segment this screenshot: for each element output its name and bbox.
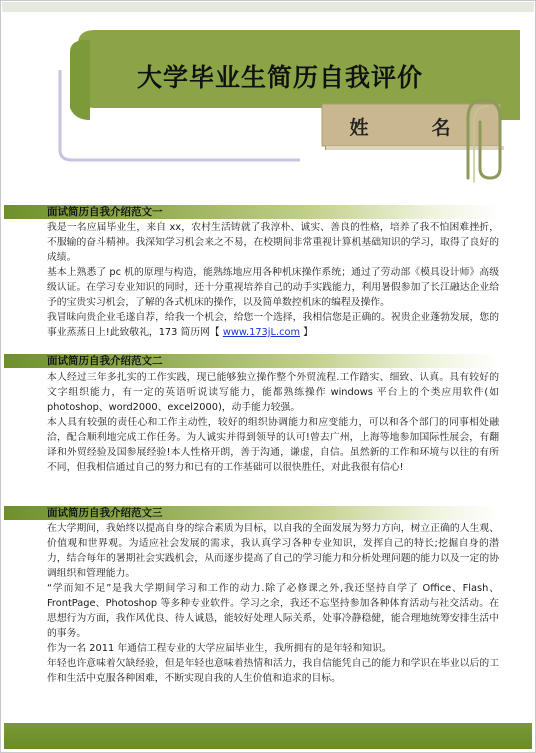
section-heading: 面试简历自我介绍范文三 bbox=[47, 507, 163, 519]
page-title: 大学毕业生简历自我评价 bbox=[136, 63, 423, 92]
section-heading: 面试简历自我介绍范文二 bbox=[47, 355, 163, 367]
bracket-close: 】 bbox=[303, 327, 313, 338]
section-heading: 面试简历自我介绍范文一 bbox=[47, 206, 163, 218]
website-link[interactable]: www.173jL.com bbox=[222, 327, 300, 338]
paragraph: “学而知不足”是我大学期间学习和工作的动力.除了必修课之外,我还坚持自学了 Office、Flash、FrontPage、Photoshop 等多种专业软件。学习之余，我还不忘坚持参加各种体育活动与社交活动。在思想行为方面，我作风优良、待人诚恳，能较好处理人际关系，处事冷静稳健，能合理地统筹安排生活中的事务。 bbox=[47, 583, 499, 639]
paragraph: 年轻也许意味着欠缺经验，但是年轻也意味着热情和活力，我自信能凭自己的能力和学识在毕业以后的工作和生活中克服各种困难，不断实现自我的人生价值和追求的目标。 bbox=[47, 658, 499, 684]
paragraph: 基本上熟悉了 pc 机的原理与构造，能熟练地应用各种机床操作系统；通过了劳动部《模具设计师》高级级认证。在学习专业知识的同时，还十分重视培养自己的动手实践能力，利用暑假参加了长江融达企业给予的宝贵实习机会，了解的各式机床的操作，以及简单数控机床的编程及操作。 bbox=[47, 267, 499, 308]
section-body bbox=[47, 370, 499, 475]
paragraph-with-link bbox=[47, 310, 499, 340]
name-label: 姓 名 bbox=[349, 117, 473, 139]
paragraph-text: 我冒昧向贵企业毛遂自荐，给我一个机会，给您一个选择，我相信您是正确的。祝贵企业蓬勃发展，您的事业蒸蒸日上!此致敬礼，173 简历网【 bbox=[47, 312, 499, 338]
section-body bbox=[47, 220, 499, 340]
paragraph: 在大学期间，我始终以提高自身的综合素质为目标，以自我的全面发展为努力方向，树立正确的人生观、价值观和世界观。为适应社会发展的需求，我认真学习各种专业知识，发挥自己的特长;挖掘自身的潜力，结合每年的暑期社会实践机会，从而逐步提高了自己的学习能力和分析处理问题的能力以及一定的协调组织和管理能力。 bbox=[47, 523, 499, 579]
section-body bbox=[47, 521, 499, 686]
paragraph: 本人具有较强的责任心和工作主动性，较好的组织协调能力和应变能力，可以和各个部门的同事相处融洽，配合顺利地完成工作任务。为人诚实并得到领导的认可!曾去广州，上海等地参加国际性展会，有翻译和外贸经验及国参展经验!本人性格开朗，善于沟通，谦虚，自信。虽然新的工作和环境与以往的有所不同，但我相信通过自己的努力和已有的工作基础可以很快胜任，对此我很有信心! bbox=[47, 417, 499, 473]
paragraph: 本人经过三年多扎实的工作实践，现已能够独立操作整个外贸流程.工作踏实、细致、认真。具有较好的文字组织能力，有一定的英语听说读写能力，能都熟练操作 windows 平台上的个类应用软件(如 photoshop、word2000、excel2000)，动手能力较强。 bbox=[47, 372, 499, 413]
paragraph: 作为一名 2011 年通信工程专业的大学应届毕业生，我所拥有的是年轻和知识。 bbox=[47, 643, 392, 654]
paragraph: 我是一名应届毕业生，来自 xx，农村生活铸就了我淳朴、诚实、善良的性格，培养了我不怕困难挫折，不服输的奋斗精神。我深知学习机会来之不易，在校期间非常重视计算机基础知识的学习，取得了良好的成绩。 bbox=[47, 222, 499, 263]
footer-bar bbox=[4, 723, 532, 749]
header-banner bbox=[0, 0, 536, 190]
